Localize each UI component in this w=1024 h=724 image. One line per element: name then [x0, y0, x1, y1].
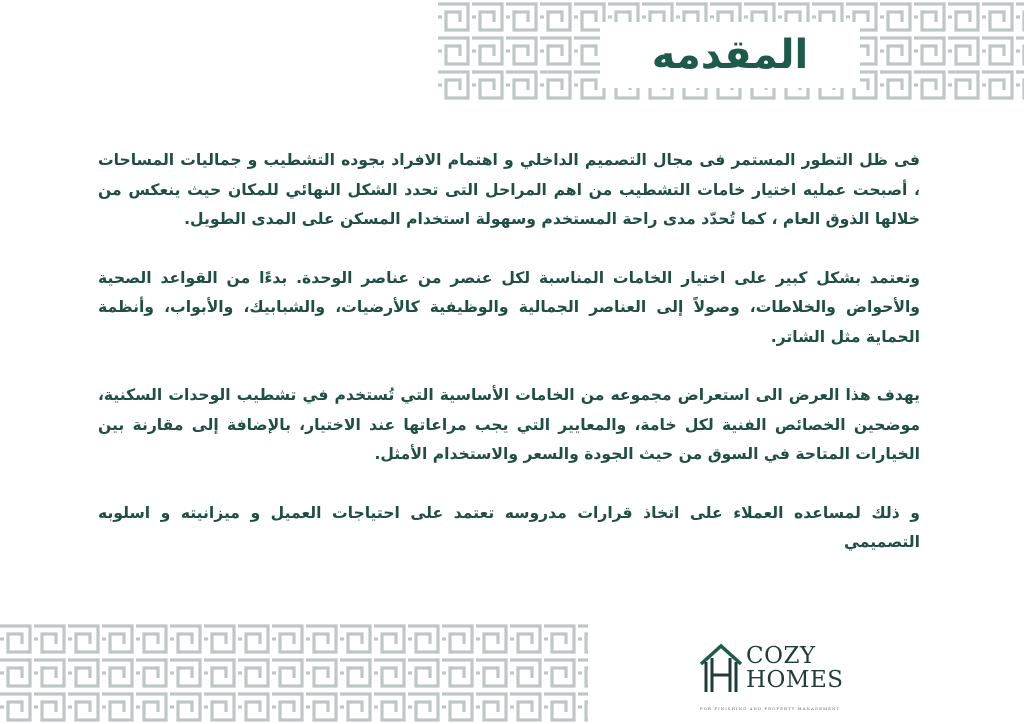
page-title: المقدمه	[651, 32, 809, 78]
paragraph: فى ظل التطور المستمر فى مجال التصميم الداخلي و اهتمام الافراد بجوده التشطيب و جماليات المساحات ، أصبحت عمليه اختيار خامات التشطيب من اهم المراحل التى تحدد الشكل النهائي للمكان حيث ينعكس من خلالها الذوق العام ، كما تُحدّد مدى راحة المستخدم وسهولة استخدام المسكن على المدى الطويل.	[98, 151, 920, 228]
paragraph: و ذلك لمساعده العملاء على اتخاذ قرارات مدروسه تعتمد على احتياجات العميل و ميزانيته و اسلوبه التصميمي	[98, 503, 920, 551]
paragraph: يهدف هذا العرض الى استعراض مجموعه من الخامات الأساسية التي تُستخدم في تشطيب الوحدات السكنية، موضحين الخصائص الفنية لكل خامة، والمعايير التي يجب مراعاتها عند الاختيار، بالإضافة إلى مقارنة بين الخيارات المتاحة في السوق من حيث الجودة والسعر والاستخدام الأمثل.	[98, 386, 920, 463]
house-icon	[698, 642, 744, 696]
logo-line-cozy: COZY	[746, 643, 816, 669]
logo-wordmark	[746, 644, 844, 692]
decorative-pattern-bottom	[0, 622, 588, 724]
intro-text	[98, 146, 920, 587]
logo-line-homes: HOMES	[746, 667, 844, 693]
paragraph: وتعتمد بشكل كبير على اختيار الخامات المناسبة لكل عنصر من عناصر الوحدة. بدءًا من القواعد الصحية والأحواض والخلاطات، وصولاً إلى العناصر الجمالية والوظيفية كالأرضيات، والشبابيك، والأبواب، وأنظمة الحماية مثل الشاتر.	[98, 268, 920, 346]
logo-tagline: FOR FINISHING AND PROPERTY MANAGEMENT	[700, 706, 841, 711]
title-box	[600, 22, 860, 88]
company-logo	[698, 640, 858, 720]
